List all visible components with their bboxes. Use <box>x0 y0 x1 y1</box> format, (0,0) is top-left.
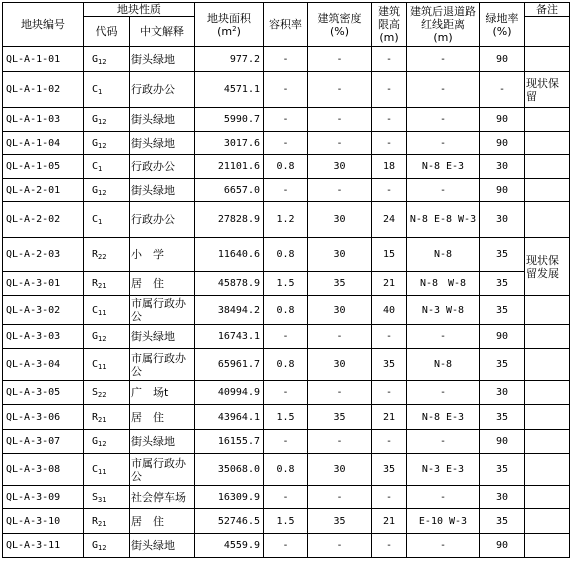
far-cell: - <box>264 179 308 202</box>
area-cell: 16155.7 <box>195 430 264 454</box>
area-cell: 38494.2 <box>195 296 264 325</box>
setback-cell: - <box>407 132 480 155</box>
land-code-subscript: 21 <box>98 519 107 528</box>
area-cell: 65961.7 <box>195 349 264 381</box>
green-cell: 30 <box>480 202 525 238</box>
height-cell: 21 <box>372 405 407 430</box>
header-area <box>195 3 264 47</box>
plot-id-cell: QL-A-1-04 <box>3 132 84 155</box>
land-name-cell: 街头绿地 <box>130 47 195 72</box>
area-cell: 5990.7 <box>195 108 264 132</box>
height-cell: - <box>372 486 407 509</box>
land-code-subscript: 22 <box>98 253 107 261</box>
green-cell: 35 <box>480 238 525 272</box>
header-area-label: 地块面积 <box>207 11 251 25</box>
header-far: 容积率 <box>264 3 308 47</box>
setback-cell: - <box>407 108 480 132</box>
far-cell: - <box>264 381 308 405</box>
far-cell: - <box>264 108 308 132</box>
height-cell: 15 <box>372 238 407 272</box>
land-code-subscript: 12 <box>98 188 107 197</box>
density-cell: - <box>308 108 372 132</box>
remark-cell <box>525 430 570 454</box>
land-code-letter: C <box>92 464 99 475</box>
plot-id-cell: QL-A-3-08 <box>3 454 84 486</box>
setback-cell: - <box>407 72 480 108</box>
green-cell: 35 <box>480 454 525 486</box>
land-name-cell: 街头绿地 <box>130 108 195 132</box>
far-cell: 0.8 <box>264 349 308 381</box>
far-cell: 0.8 <box>264 296 308 325</box>
density-cell: - <box>308 486 372 509</box>
land-code-subscript: 12 <box>98 141 107 150</box>
land-code-cell <box>84 47 130 72</box>
land-code-subscript: 12 <box>98 544 107 552</box>
far-cell: 1.5 <box>264 509 308 534</box>
header-remark-blank <box>525 17 570 47</box>
land-code-cell <box>84 381 130 405</box>
land-code-letter: G <box>92 436 99 447</box>
area-cell: 45878.9 <box>195 272 264 296</box>
height-cell: 21 <box>372 272 407 296</box>
far-cell: 0.8 <box>264 454 308 486</box>
land-code-letter: R <box>92 278 99 289</box>
setback-cell: N-8 <box>407 349 480 381</box>
land-code-subscript: 1 <box>98 218 103 226</box>
header-remark: 备注 <box>525 3 570 17</box>
plot-id-cell: QL-A-1-03 <box>3 108 84 132</box>
land-code-subscript: 11 <box>98 308 107 317</box>
remark-cell <box>525 155 570 179</box>
land-name-cell: 街头绿地 <box>130 132 195 155</box>
green-cell: 90 <box>480 108 525 132</box>
remark-cell: 现状保留发展 <box>525 238 570 296</box>
land-code-subscript: 31 <box>98 495 107 504</box>
green-cell: 30 <box>480 381 525 405</box>
land-code-cell <box>84 272 130 296</box>
remark-cell <box>525 108 570 132</box>
land-name-cell: 市属行政办公 <box>130 454 195 486</box>
density-cell: - <box>308 72 372 108</box>
land-name-cell: 小 学 <box>130 238 195 272</box>
land-code-cell <box>84 155 130 179</box>
setback-cell: E-10 W-3 <box>407 509 480 534</box>
land-name-cell: 街头绿地 <box>130 534 195 558</box>
header-setback-label: 建筑后退道路红线距离 <box>410 5 476 31</box>
plot-id-cell: QL-A-1-05 <box>3 155 84 179</box>
plot-id-cell: QL-A-3-01 <box>3 272 84 296</box>
green-cell: 30 <box>480 155 525 179</box>
far-cell: - <box>264 430 308 454</box>
header-height-label: 建筑限高 <box>378 5 400 31</box>
plot-id-cell: QL-A-3-03 <box>3 325 84 349</box>
density-cell: 30 <box>308 155 372 179</box>
land-code-cell <box>84 238 130 272</box>
height-cell: - <box>372 132 407 155</box>
land-code-letter: G <box>92 540 99 551</box>
table-row <box>3 202 570 238</box>
land-code-letter: G <box>92 114 99 125</box>
land-code-cell <box>84 430 130 454</box>
height-cell: - <box>372 381 407 405</box>
table-row <box>3 381 570 405</box>
header-setback-unit: (m) <box>433 31 453 44</box>
density-cell: 30 <box>308 454 372 486</box>
density-cell: - <box>308 430 372 454</box>
table-row <box>3 179 570 202</box>
density-cell: - <box>308 381 372 405</box>
land-name-cell: 街头绿地 <box>130 430 195 454</box>
plot-id-cell: QL-A-3-05 <box>3 381 84 405</box>
header-density-label: 建筑密度 <box>317 11 362 25</box>
land-code-subscript: 12 <box>98 57 107 66</box>
plot-id-cell: QL-A-2-03 <box>3 238 84 272</box>
area-cell: 35068.0 <box>195 454 264 486</box>
plot-id-cell: QL-A-2-01 <box>3 179 84 202</box>
area-cell: 977.2 <box>195 47 264 72</box>
far-cell: - <box>264 132 308 155</box>
area-cell: 27828.9 <box>195 202 264 238</box>
remark-cell <box>525 454 570 486</box>
remark-cell <box>525 405 570 430</box>
density-cell: - <box>308 534 372 558</box>
remark-cell <box>525 509 570 534</box>
height-cell: - <box>372 72 407 108</box>
header-height-unit: (m) <box>379 31 399 44</box>
area-cell: 43964.1 <box>195 405 264 430</box>
header-setback <box>407 3 480 47</box>
land-name-cell: 街头绿地 <box>130 325 195 349</box>
far-cell: 1.5 <box>264 405 308 430</box>
setback-cell: - <box>407 179 480 202</box>
plot-id-cell: QL-A-3-10 <box>3 509 84 534</box>
table-row <box>3 72 570 108</box>
density-cell: 30 <box>308 202 372 238</box>
far-cell: 1.5 <box>264 272 308 296</box>
density-cell: 35 <box>308 509 372 534</box>
height-cell: - <box>372 47 407 72</box>
remark-cell <box>525 47 570 72</box>
header-land-nature: 地块性质 <box>84 3 195 17</box>
setback-cell: N-3 E-3 <box>407 454 480 486</box>
table-row <box>3 132 570 155</box>
land-code-letter: R <box>92 249 99 260</box>
setback-cell: N-8 E-8 W-3 <box>407 202 480 238</box>
land-code-letter: G <box>92 137 99 149</box>
area-cell: 16309.9 <box>195 486 264 509</box>
land-code-letter: C <box>92 359 99 370</box>
land-code-letter: C <box>92 161 99 172</box>
green-cell: 90 <box>480 430 525 454</box>
far-cell: - <box>264 325 308 349</box>
far-cell: - <box>264 534 308 558</box>
land-code-letter: G <box>92 331 99 342</box>
remark-cell <box>525 486 570 509</box>
green-cell: 35 <box>480 272 525 296</box>
setback-cell: - <box>407 486 480 509</box>
far-cell: - <box>264 47 308 72</box>
area-cell: 3017.6 <box>195 132 264 155</box>
plot-id-cell: QL-A-1-01 <box>3 47 84 72</box>
height-cell: - <box>372 179 407 202</box>
land-name-cell: 行政办公 <box>130 155 195 179</box>
table-row <box>3 238 570 272</box>
density-cell: - <box>308 179 372 202</box>
land-code-subscript: 12 <box>98 335 107 343</box>
land-code-letter: R <box>92 515 99 527</box>
land-code-cell <box>84 509 130 534</box>
far-cell: 0.8 <box>264 155 308 179</box>
setback-cell: - <box>407 47 480 72</box>
land-code-cell <box>84 454 130 486</box>
setback-cell: N-8 E-3 <box>407 155 480 179</box>
land-code-letter: C <box>92 84 99 95</box>
remark-cell <box>525 325 570 349</box>
land-name-cell: 广 场t <box>130 381 195 405</box>
remark-cell <box>525 381 570 405</box>
table-row <box>3 486 570 509</box>
setback-cell: - <box>407 430 480 454</box>
height-cell: - <box>372 534 407 558</box>
land-code-letter: R <box>92 411 99 423</box>
plot-id-cell: QL-A-2-02 <box>3 202 84 238</box>
height-cell: - <box>372 430 407 454</box>
setback-cell: N-3 W-8 <box>407 296 480 325</box>
remark-cell <box>525 534 570 558</box>
green-cell: - <box>480 72 525 108</box>
green-cell: 90 <box>480 534 525 558</box>
header-plot-code: 地块编号 <box>3 3 84 47</box>
table-row <box>3 534 570 558</box>
land-code-cell <box>84 202 130 238</box>
table-row <box>3 509 570 534</box>
setback-cell: - <box>407 534 480 558</box>
land-name-cell: 市属行政办公 <box>130 296 195 325</box>
far-cell: - <box>264 72 308 108</box>
table-row <box>3 108 570 132</box>
area-cell: 40994.9 <box>195 381 264 405</box>
land-code-cell <box>84 534 130 558</box>
setback-cell: N-8 <box>407 238 480 272</box>
density-cell: 30 <box>308 349 372 381</box>
green-cell: 90 <box>480 325 525 349</box>
green-cell: 35 <box>480 405 525 430</box>
green-cell: 90 <box>480 47 525 72</box>
remark-cell <box>525 202 570 238</box>
height-cell: 35 <box>372 349 407 381</box>
land-code-subscript: 11 <box>98 468 107 476</box>
green-cell: 35 <box>480 349 525 381</box>
table-row <box>3 405 570 430</box>
far-cell: - <box>264 486 308 509</box>
land-code-cell <box>84 486 130 509</box>
land-code-letter: G <box>92 184 99 196</box>
density-cell: 30 <box>308 296 372 325</box>
green-cell: 35 <box>480 296 525 325</box>
far-cell: 0.8 <box>264 238 308 272</box>
area-cell: 4559.9 <box>195 534 264 558</box>
setback-cell: N-8 W-8 <box>407 272 480 296</box>
height-cell: 24 <box>372 202 407 238</box>
height-cell: 40 <box>372 296 407 325</box>
table-row <box>3 349 570 381</box>
land-code-cell <box>84 405 130 430</box>
land-plot-table <box>2 2 570 558</box>
plot-id-cell: QL-A-3-07 <box>3 430 84 454</box>
height-cell: - <box>372 108 407 132</box>
setback-cell: - <box>407 381 480 405</box>
height-cell: 21 <box>372 509 407 534</box>
land-code-letter: G <box>92 53 99 65</box>
density-cell: - <box>308 325 372 349</box>
table-row <box>3 325 570 349</box>
header-green-label: 绿地率 <box>485 11 519 25</box>
header-green-unit: (%) <box>492 24 512 38</box>
density-cell: - <box>308 132 372 155</box>
land-name-cell: 居 住 <box>130 272 195 296</box>
height-cell: 35 <box>372 454 407 486</box>
land-code-subscript: 12 <box>98 440 107 448</box>
table-row <box>3 155 570 179</box>
land-code-cell <box>84 296 130 325</box>
remark-cell <box>525 296 570 325</box>
header-height-limit <box>372 3 407 47</box>
density-cell: 30 <box>308 238 372 272</box>
header-density-unit: (%) <box>329 24 350 38</box>
area-cell: 21101.6 <box>195 155 264 179</box>
table-row <box>3 296 570 325</box>
land-name-cell: 街头绿地 <box>130 179 195 202</box>
table-row <box>3 430 570 454</box>
remark-cell <box>525 349 570 381</box>
area-cell: 4571.1 <box>195 72 264 108</box>
remark-cell <box>525 132 570 155</box>
land-name-cell: 行政办公 <box>130 202 195 238</box>
land-code-cell <box>84 179 130 202</box>
land-code-cell <box>84 349 130 381</box>
land-name-cell: 市属行政办公 <box>130 349 195 381</box>
green-cell: 90 <box>480 179 525 202</box>
land-code-subscript: 1 <box>98 165 103 173</box>
land-name-cell: 行政办公 <box>130 72 195 108</box>
land-code-letter: S <box>92 491 99 503</box>
plot-id-cell: QL-A-3-11 <box>3 534 84 558</box>
land-code-subscript: 1 <box>98 88 103 96</box>
land-code-cell <box>84 325 130 349</box>
remark-cell: 现状保留 <box>525 72 570 108</box>
area-cell: 6657.0 <box>195 179 264 202</box>
table-row <box>3 47 570 72</box>
land-code-subscript: 21 <box>98 282 107 290</box>
green-cell: 30 <box>480 486 525 509</box>
plot-id-cell: QL-A-3-06 <box>3 405 84 430</box>
far-cell: 1.2 <box>264 202 308 238</box>
land-code-subscript: 22 <box>98 391 107 399</box>
land-code-subscript: 11 <box>98 363 107 371</box>
table-row <box>3 272 570 296</box>
land-name-cell: 社会停车场 <box>130 486 195 509</box>
height-cell: 18 <box>372 155 407 179</box>
height-cell: - <box>372 325 407 349</box>
density-cell: - <box>308 47 372 72</box>
area-cell: 52746.5 <box>195 509 264 534</box>
header-cn-name: 中文解释 <box>130 17 195 47</box>
density-cell: 35 <box>308 405 372 430</box>
land-code-cell <box>84 108 130 132</box>
land-code-letter: C <box>92 214 99 225</box>
area-cell: 11640.6 <box>195 238 264 272</box>
plot-id-cell: QL-A-3-09 <box>3 486 84 509</box>
plot-id-cell: QL-A-1-02 <box>3 72 84 108</box>
header-density <box>308 3 372 47</box>
land-name-cell: 居 住 <box>130 509 195 534</box>
land-code-cell <box>84 132 130 155</box>
table-row <box>3 454 570 486</box>
plot-id-cell: QL-A-3-04 <box>3 349 84 381</box>
header-code: 代码 <box>84 17 130 47</box>
land-name-cell: 居 住 <box>130 405 195 430</box>
remark-cell <box>525 179 570 202</box>
land-code-letter: S <box>92 387 99 398</box>
land-code-letter: C <box>92 304 99 316</box>
header-area-unit: $(m^2)$ <box>217 24 241 38</box>
setback-cell: - <box>407 325 480 349</box>
green-cell: 90 <box>480 132 525 155</box>
plot-id-cell: QL-A-3-02 <box>3 296 84 325</box>
land-code-subscript: 12 <box>98 118 107 126</box>
green-cell: 35 <box>480 509 525 534</box>
land-code-subscript: 21 <box>98 415 107 424</box>
land-code-cell <box>84 72 130 108</box>
header-green <box>480 3 525 47</box>
density-cell: 35 <box>308 272 372 296</box>
area-cell: 16743.1 <box>195 325 264 349</box>
setback-cell: N-8 E-3 <box>407 405 480 430</box>
